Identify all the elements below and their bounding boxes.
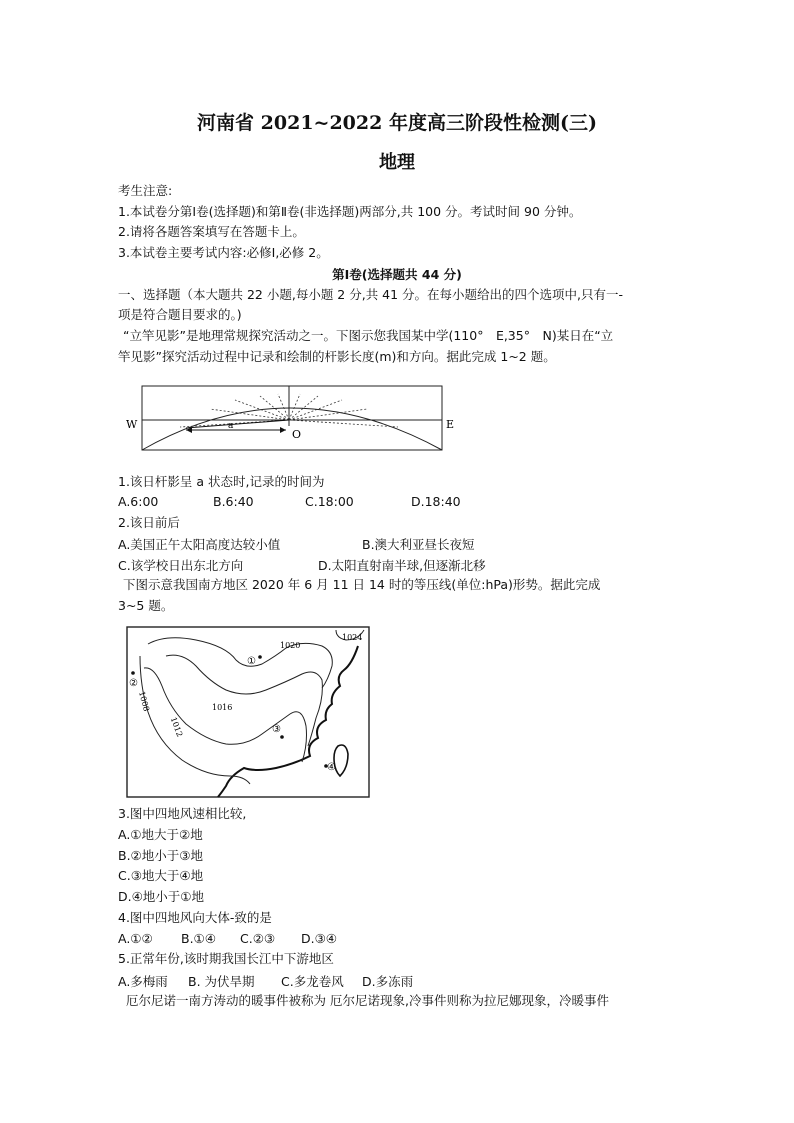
q4-option-c: C.②③ xyxy=(240,931,276,946)
q2-option-d: D.太阳直射南半球,但逐渐北移 xyxy=(318,558,486,573)
notice-item-3: 3.本试卷主要考试内容:必修Ⅰ,必修 2。 xyxy=(118,245,329,260)
q5-option-d: D.多冻雨 xyxy=(362,974,414,989)
passage3-line-1: 厄尔尼诺一南方涛动的暖事件被称为 厄尔尼诺现象,冷事件则称为拉尼娜现象，冷暖事件 xyxy=(126,993,609,1008)
isobar-map xyxy=(126,626,370,798)
passage2-line-1: 下图示意我国南方地区 2020 年 6 月 11 日 14 时的等压线(单位:hPa)形势。据此完成 xyxy=(123,577,601,592)
q1-option-b: B.6:40 xyxy=(213,494,254,509)
section-intro-line-2: 项是符合题目要求的。) xyxy=(118,307,242,322)
q4-option-b: B.①④ xyxy=(181,931,216,946)
q5-stem: 5.正常年份,该时期我国长江中下游地区 xyxy=(118,951,334,966)
q3-option-c: C.③地大于④地 xyxy=(118,868,204,883)
isobar-label-1008: 1008 xyxy=(137,690,151,713)
q5-option-a: A.多梅雨 xyxy=(118,974,168,989)
isobar-label-1012: 1012 xyxy=(168,715,185,739)
passage2-line-2: 3~5 题。 xyxy=(118,598,174,613)
q5-option-c: C.多龙卷风 xyxy=(281,974,344,989)
subject-title: 地理 xyxy=(379,152,415,173)
q4-option-d: D.③④ xyxy=(301,931,338,946)
q3-option-a: A.①地大于②地 xyxy=(118,827,203,842)
q1-option-d: D.18:40 xyxy=(411,494,461,509)
notice-heading: 考生注意: xyxy=(118,183,173,198)
isobar-label-1024: 1024 xyxy=(342,633,363,642)
isobar-label-1020: 1020 xyxy=(280,641,301,650)
q4-option-a: A.①② xyxy=(118,931,153,946)
isobar-label-1016: 1016 xyxy=(212,703,233,712)
notice-item-1: 1.本试卷分第Ⅰ卷(选择题)和第Ⅱ卷(非选择题)两部分,共 100 分。考试时间 90 分钟。 xyxy=(118,204,582,219)
section-intro-line-1: 一、选择题（本大题共 22 小题,每小题 2 分,共 41 分。在每小题给出的四个选项中,只有一- xyxy=(118,287,624,302)
q2-option-c: C.该学校日出东北方向 xyxy=(118,558,244,573)
label-a: a xyxy=(228,421,234,431)
label-o: O xyxy=(292,428,302,441)
q5-option-b: B. 为伏旱期 xyxy=(188,974,255,989)
passage1-line-1: “立竿见影”是地理常规探究活动之一。下图示您我国某中学(110° E,35° N)某日在“立 xyxy=(123,328,614,343)
passage1-line-2: 竿见影”探究活动过程中记录和绘制的杆影长度(m)和方向。据此完成 1~2 题。 xyxy=(118,349,556,364)
point-1: ① xyxy=(247,656,256,667)
point-3: ③ xyxy=(272,724,281,735)
q3-option-b: B.②地小于③地 xyxy=(118,848,203,863)
q1-option-c: C.18:00 xyxy=(305,494,354,509)
q1-option-a: A.6:00 xyxy=(118,494,159,509)
q2-stem: 2.该日前后 xyxy=(118,515,180,530)
exam-title: 河南省 2021~2022 年度高三阶段性检测(三) xyxy=(197,112,597,134)
point-4: ④ xyxy=(327,762,336,773)
shadow-diagram xyxy=(120,376,460,456)
q1-stem: 1.该日杆影呈 a 状态时,记录的时间为 xyxy=(118,474,325,489)
point-2: ② xyxy=(129,678,138,689)
section-title: 第Ⅰ卷(选择题共 44 分) xyxy=(332,267,462,282)
label-w: W xyxy=(126,418,138,431)
label-e: E xyxy=(446,418,455,431)
q3-stem: 3.图中四地风速相比较, xyxy=(118,806,247,821)
notice-item-2: 2.请将各题答案填写在答题卡上。 xyxy=(118,224,305,239)
q2-option-a: A.美国正午太阳高度达较小值 xyxy=(118,537,281,552)
q2-option-b: B.澳大利亚昼长夜短 xyxy=(362,537,475,552)
q4-stem: 4.图中四地风向大体-致的是 xyxy=(118,910,272,925)
q3-option-d: D.④地小于①地 xyxy=(118,889,205,904)
